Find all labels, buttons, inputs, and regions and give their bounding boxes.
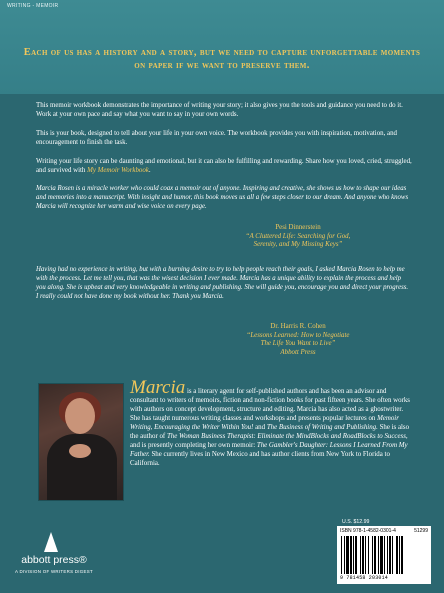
paragraph-3 [36, 157, 412, 175]
testimonial-2-quote: Having had no experience in writing, but with a burning desire to try to help people reach their goals, I asked Marcia Rosen to help me with the process. Let me tell you, that was the wisest decision I ever made. Marcia has a unique ability to explain the process and help you along. She is upbeat and very knowledgeable in writing and publishing. She will guide you, encourage you and direct your progress. I really could not have done my book without her. Thank you Marcia. [36, 266, 409, 300]
barcode-stripe [350, 536, 352, 574]
barcode-stripe [384, 536, 385, 574]
header-band [0, 0, 444, 94]
author-bio [130, 377, 414, 468]
testimonial-1-name: Pesi Dinnerstein [275, 224, 321, 231]
isbn-digits: 9 781458 203014 [340, 575, 389, 581]
barcode-stripe [341, 536, 342, 574]
testimonial-1-quote: Marcia Rosen is a miracle worker who could coax a memoir out of anyone. Inspiring and creative, she shows us how to shape our ideas and memories into a manuscript. With insight and humor, this book moves us all a few steps closer to our dream. And anyone who knows Marcia will recognize her warm and wise voice on every page. [36, 185, 409, 210]
isbn-label [340, 528, 428, 534]
barcode-stripe [353, 536, 354, 574]
bio-text-2: and [253, 424, 267, 431]
price-label: U.S. $12.99 [342, 519, 370, 525]
testimonial-2-book-line2: The Life You Want to Live” [260, 340, 336, 347]
bio-book-1: The Woman Business Therapist: Eliminate the MindBlocks and RoadBlocks to Success, [166, 433, 408, 440]
barcode-stripe [389, 536, 391, 574]
barcode-stripe [346, 536, 349, 574]
paragraph-1: This memoir workbook demonstrates the importance of writing your story; it also gives you the tools and guidance you need to do it. Work at your own pace and say what you want to say in your own words. [36, 102, 403, 118]
pen-nib-icon [44, 532, 58, 552]
genre-label: WRITING - MEMOIR [7, 3, 59, 9]
barcode-stripe [378, 536, 379, 574]
publisher-logo [14, 532, 94, 584]
barcode-stripe [374, 536, 376, 574]
testimonial-1-book-line2: Serenity, and My Missing Keys” [253, 241, 343, 248]
barcode-stripe [399, 536, 400, 574]
testimonial-2-publisher: Abbott Press [280, 348, 316, 356]
paragraph-3-end: . [148, 167, 151, 174]
author-photo-hands [69, 444, 91, 458]
bio-lecture-1: Memoir Writing, Encouraging the Writer Within You! [130, 415, 399, 431]
barcode-stripe [387, 536, 388, 574]
barcode-stripe [380, 536, 383, 574]
testimonial-2-attribution [188, 323, 408, 357]
barcode-bars [341, 536, 427, 574]
barcode-stripe [344, 536, 345, 574]
barcode-stripe [368, 536, 369, 574]
paragraph-2: This is your book, designed to tell about your life in your own voice. The workbook provides you with inspiration, motivation, and encouragement to finish the task. [36, 130, 398, 146]
barcode-stripe [365, 536, 366, 574]
testimonial-1-book-line1: “A Cluttered Life: Searching for God, [245, 232, 351, 240]
bio-text-5: She currently lives in New Mexico and has author clients from New York to Florida to California. [130, 451, 390, 467]
bio-memoir-title: The Gambler's Daughter: Lessons I Learned From My Father. [130, 442, 408, 458]
bio-text-3: She is also the author of [130, 424, 410, 440]
bio-text-4: and is presently completing her own memoir: [130, 442, 257, 449]
publisher-name: abbott press® [21, 554, 87, 566]
barcode-stripe [392, 536, 393, 574]
paragraph-3-text: Writing your life story can be daunting and emotional, but it can also be fulfilling and rewarding. Share how you loved, cried, struggled, and survived with [36, 158, 412, 174]
bio-lecture-2: The Business of Writing and Publishing. [266, 424, 378, 431]
publisher-tagline: A DIVISION OF WRITERS DIGEST [15, 569, 93, 574]
barcode-stripe [360, 536, 361, 574]
barcode-stripe [355, 536, 357, 574]
barcode-stripe [362, 536, 364, 574]
author-name-script: Marcia [130, 377, 186, 398]
testimonial-2-name: Dr. Harris R. Cohen [270, 323, 326, 330]
barcode-stripe [372, 536, 373, 574]
bio-text-1: is a literary agent for self-published authors and has been an advisor and consultant to writers of memoirs, fiction and non-fiction books for past fifteen years. She often works with authors on concept development, structure and editing. Marcia has also acted as a ghostwriter. She has taught numerous writing classes and workshops and presents popular lectures on [130, 388, 410, 422]
isbn-number: ISBN 978-1-4582-0301-4 [340, 528, 396, 534]
testimonial-1-attribution [188, 224, 408, 250]
author-photo-face [65, 398, 95, 434]
isbn-addon: 51299 [414, 528, 428, 534]
author-photo [38, 383, 124, 501]
barcode [337, 526, 431, 584]
barcode-stripe [401, 536, 403, 574]
testimonial-2-book-line1: “Lessons Learned: How to Negotiate [246, 331, 350, 339]
book-title: My Memoir Workbook [87, 167, 149, 174]
headline: Each of us has a history and a story, but we need to capture unforgettable moments on paper if we want to preserve them. [23, 47, 421, 71]
barcode-stripe [396, 536, 398, 574]
